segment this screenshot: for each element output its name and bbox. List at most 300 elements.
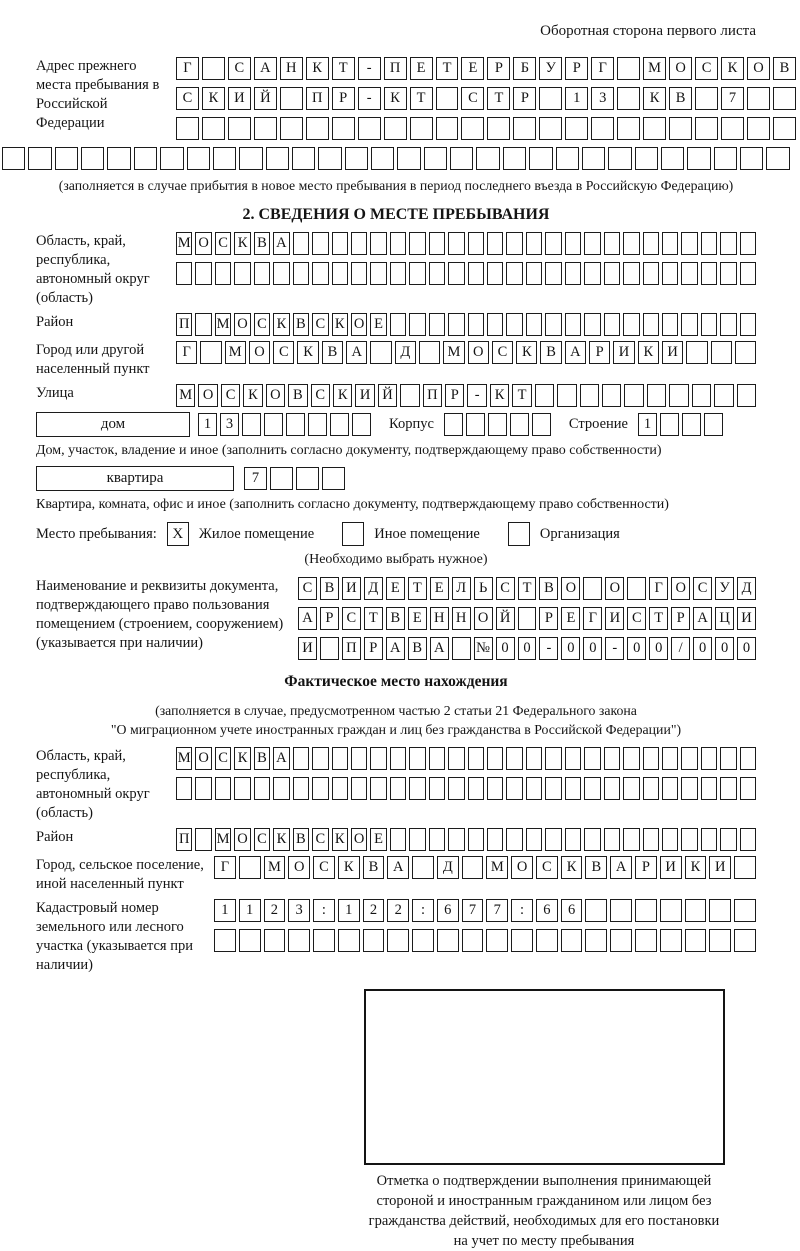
char-cell: И [355,384,374,407]
ulitsa-label: Улица [36,385,74,401]
char-cell [701,232,717,255]
char-cell [720,232,736,255]
char-cell [627,577,646,600]
char-cell: К [333,384,352,407]
stamp-caption-line: гражданства действий, необходимых для его постановки [368,1213,720,1229]
char-cell: : [313,899,335,922]
char-cell: О [195,747,211,770]
char-cell [468,232,484,255]
char-cell [565,117,588,140]
char-cell [332,262,348,285]
char-cell [468,777,484,800]
char-cell [686,341,707,364]
char-cell: С [254,828,270,851]
char-cell [539,87,562,110]
char-cell [332,747,348,770]
char-cell [610,929,632,952]
char-cell: Г [176,341,197,364]
char-cell: А [346,341,367,364]
char-cell: В [293,828,309,851]
char-cell [643,777,659,800]
char-cell [486,929,508,952]
char-cell [270,467,293,490]
char-cell [545,262,561,285]
char-cell: Р [332,87,355,110]
char-cell [747,117,770,140]
stamp-caption-line: на учет по месту пребывания [453,1233,635,1249]
char-cell [444,413,463,436]
char-cell [308,413,327,436]
char-cell: К [332,313,348,336]
char-cell: К [202,87,225,110]
char-cell [306,117,329,140]
char-cell: 0 [693,637,712,660]
char-cell: О [288,856,310,879]
char-cell [526,777,542,800]
char-cell [312,262,328,285]
fact-raion-grid [176,828,756,851]
char-cell: 7 [462,899,484,922]
char-cell: К [273,828,289,851]
char-cell: И [342,577,361,600]
char-cell: Р [487,57,510,80]
char-cell: К [234,232,250,255]
field-ulitsa [36,384,756,407]
char-cell: Д [737,577,756,600]
char-cell: Е [430,577,449,600]
char-cell: П [423,384,442,407]
char-cell [662,777,678,800]
char-cell [635,899,657,922]
char-cell [701,262,717,285]
char-cell [371,147,394,170]
prev-address-note: (заполняется в случае прибытия в новое место пребывания в период последнего въезда в Российскую Федерацию) [58,178,734,193]
char-cell [681,232,697,255]
char-cell: В [386,607,405,630]
char-row [214,929,756,952]
char-cell: - [539,637,558,660]
char-cell [293,262,309,285]
kvartira-note: Квартира, комната, офис и иное (заполнить согласно документу, подтверждающему право собственности) [36,497,669,512]
char-cell: А [387,856,409,879]
char-cell [409,747,425,770]
char-cell [448,747,464,770]
char-cell: Е [370,313,386,336]
field-prev-address [36,57,790,140]
char-cell: П [384,57,407,80]
char-cell: М [215,313,231,336]
char-cell [234,262,250,285]
char-cell [565,777,581,800]
char-cell: И [660,856,682,879]
char-cell: И [709,856,731,879]
char-cell [176,777,192,800]
char-cell [215,777,231,800]
char-cell [424,147,447,170]
char-cell: В [288,384,307,407]
char-cell [617,87,640,110]
char-cell: И [613,341,634,364]
char-cell [545,313,561,336]
char-cell: А [273,232,289,255]
char-cell [409,262,425,285]
char-cell [332,117,355,140]
char-cell: 2 [363,899,385,922]
char-cell [662,828,678,851]
char-cell [623,232,639,255]
char-cell [195,828,211,851]
char-cell [584,262,600,285]
char-cell: О [195,232,211,255]
char-cell [604,777,620,800]
char-cell [506,777,522,800]
kadastr-grid [214,899,756,975]
char-cell [506,747,522,770]
char-cell [557,384,576,407]
char-cell [582,147,605,170]
char-cell [740,262,756,285]
char-cell [254,117,277,140]
char-row [214,899,756,922]
char-row [214,856,756,879]
char-cell [604,232,620,255]
char-cell [714,384,733,407]
char-cell [711,341,732,364]
char-cell: Р [445,384,464,407]
char-cell: О [351,828,367,851]
char-cell [720,828,736,851]
char-cell: О [605,577,624,600]
char-cell [288,929,310,952]
char-cell [410,117,433,140]
char-cell [682,413,701,436]
char-cell: 3 [591,87,614,110]
char-cell: В [408,637,427,660]
char-cell: К [638,341,659,364]
stamp-area [332,989,756,1251]
char-cell: Ь [474,577,493,600]
char-cell [556,147,579,170]
char-cell: В [540,341,561,364]
char-cell [539,117,562,140]
char-cell [448,232,464,255]
char-cell [363,929,385,952]
korpus-label: Корпус [389,416,434,432]
char-cell [239,929,261,952]
char-cell [409,777,425,800]
char-cell: Г [649,577,668,600]
char-cell: Г [176,57,199,80]
char-cell [545,777,561,800]
char-cell [737,384,756,407]
char-cell [390,747,406,770]
fact-raion-label: Район [36,829,74,845]
char-cell: Д [437,856,459,879]
char-cell [370,232,386,255]
char-cell: Р [565,57,588,80]
char-cell: И [228,87,251,110]
char-cell [370,747,386,770]
char-cell [437,929,459,952]
char-cell: Т [518,577,537,600]
char-cell: П [176,313,192,336]
fact-note-line1: (заполняется в случае, предусмотренном частью 2 статьи 21 Федерального закона [155,703,637,718]
ulitsa-grid [176,384,756,407]
char-cell: С [254,313,270,336]
char-cell [735,341,756,364]
char-cell: О [747,57,770,80]
char-cell [264,413,283,436]
char-cell: 0 [649,637,668,660]
char-cell: К [332,828,348,851]
char-cell [390,232,406,255]
char-cell: Р [539,607,558,630]
char-cell [187,147,210,170]
stamp-box [364,989,725,1165]
char-cell: Е [410,57,433,80]
char-cell: О [671,577,690,600]
char-cell: К [561,856,583,879]
char-cell [506,232,522,255]
char-cell: 7 [721,87,744,110]
char-cell: Р [671,607,690,630]
char-cell [452,637,471,660]
char-cell [264,929,286,952]
char-cell [322,467,345,490]
char-cell [526,828,542,851]
char-cell [669,384,688,407]
page-header-note: Оборотная сторона первого листа [540,23,756,39]
char-cell: 0 [715,637,734,660]
char-cell [695,117,718,140]
char-cell [584,747,600,770]
char-cell: А [386,637,405,660]
char-cell: Т [649,607,668,630]
char-cell [215,262,231,285]
char-cell [695,87,718,110]
char-row [298,577,756,600]
char-cell: В [254,747,270,770]
char-cell [239,147,262,170]
char-cell [623,828,639,851]
char-cell [610,899,632,922]
char-cell: Ц [715,607,734,630]
char-cell [429,777,445,800]
checkbox-inoe [342,522,364,546]
char-row-full-width [2,147,790,170]
char-cell [701,828,717,851]
char-cell [370,262,386,285]
char-cell [669,117,692,140]
stroenie-cells [638,413,723,436]
char-cell: С [461,87,484,110]
char-cell [318,147,341,170]
char-cell: К [685,856,707,879]
doc-label: Наименование и реквизиты документа, подтверждающего право пользования помещением (строением, сооружением) (указывается при наличии) [36,578,284,651]
char-cell [487,313,503,336]
char-cell: О [561,577,580,600]
char-cell: 0 [737,637,756,660]
char-cell: 0 [496,637,515,660]
char-cell [266,147,289,170]
section2-title: 2. СВЕДЕНИЯ О МЕСТЕ ПРЕБЫВАНИЯ [242,206,550,223]
char-cell [623,262,639,285]
char-cell [195,777,211,800]
char-cell: П [342,637,361,660]
char-cell [740,828,756,851]
char-cell: С [627,607,646,630]
raion-label: Район [36,314,74,330]
char-cell: Т [364,607,383,630]
char-cell: М [643,57,666,80]
char-cell: № [474,637,493,660]
field-kadastr [36,899,756,975]
field-raion [36,313,756,336]
char-cell: С [313,856,335,879]
char-cell [55,147,78,170]
char-cell: М [443,341,464,364]
fact-oblast-label: Область, край, республика, автономный округ (область) [36,748,150,821]
char-cell: С [342,607,361,630]
char-row [298,607,756,630]
char-cell: Д [364,577,383,600]
char-cell: С [695,57,718,80]
char-cell [608,147,631,170]
char-cell: А [610,856,632,879]
char-cell [280,117,303,140]
char-row [176,117,796,140]
char-cell [409,828,425,851]
char-cell [506,262,522,285]
char-cell [280,87,303,110]
fact-gorod-grid [214,856,756,894]
char-cell [660,413,679,436]
char-cell [643,313,659,336]
char-cell [545,232,561,255]
char-cell: Г [591,57,614,80]
char-cell [545,747,561,770]
kvartira-row [36,466,756,491]
char-cell [387,929,409,952]
char-cell [397,147,420,170]
char-cell: О [249,341,270,364]
char-cell [330,413,349,436]
char-cell: И [737,607,756,630]
char-cell: Р [320,607,339,630]
char-cell: 6 [437,899,459,922]
mesto-row [36,522,756,546]
kvartira-label-box: квартира [36,466,234,491]
char-cell [643,828,659,851]
char-cell: : [412,899,434,922]
char-cell: Р [589,341,610,364]
char-cell [429,262,445,285]
char-cell [320,637,339,660]
char-cell: И [298,637,317,660]
char-cell: О [234,313,250,336]
mesto-option-zhiloe-label: Жилое помещение [198,525,315,542]
char-cell [526,313,542,336]
char-cell: 2 [387,899,409,922]
stamp-caption-line: Отметка о подтверждении выполнения принимающей [376,1173,712,1189]
char-cell: С [176,87,199,110]
mesto-label: Место пребывания: [36,525,157,542]
char-cell [338,929,360,952]
char-cell [545,828,561,851]
kadastr-label: Кадастровый номер земельного или лесного участка (указывается при наличии) [36,900,193,973]
char-cell: Н [430,607,449,630]
char-cell: К [243,384,262,407]
char-cell: О [669,57,692,80]
char-cell: 1 [338,899,360,922]
char-cell: У [715,577,734,600]
char-cell: Г [214,856,236,879]
gorod-grid [176,341,756,379]
char-cell [529,147,552,170]
char-cell: 6 [536,899,558,922]
char-cell [195,262,211,285]
mesto-option-organizatsiya-label: Организация [539,525,620,542]
char-cell [747,87,770,110]
doc-grid [298,577,756,660]
char-cell [352,413,371,436]
char-cell: К [234,747,250,770]
char-cell [81,147,104,170]
char-cell [506,313,522,336]
char-cell [448,777,464,800]
char-cell [254,777,270,800]
char-cell [487,232,503,255]
char-cell [604,828,620,851]
char-cell [565,232,581,255]
char-cell [681,747,697,770]
char-cell [358,117,381,140]
char-cell [409,232,425,255]
char-cell [773,87,796,110]
char-cell [660,929,682,952]
char-cell: А [430,637,449,660]
char-cell [202,117,225,140]
char-cell [681,262,697,285]
char-cell: О [468,341,489,364]
char-cell: С [221,384,240,407]
char-cell: И [662,341,683,364]
char-cell [312,232,328,255]
char-cell [602,384,621,407]
char-cell [436,87,459,110]
char-cell: 0 [583,637,602,660]
dom-cells [198,413,371,436]
char-row [176,341,756,364]
char-cell [518,607,537,630]
char-cell: С [492,341,513,364]
char-cell [351,777,367,800]
char-row [176,87,796,110]
char-row [176,262,756,285]
char-cell: К [297,341,318,364]
char-cell [685,899,707,922]
char-cell [565,828,581,851]
char-cell: О [511,856,533,879]
char-cell [466,413,485,436]
char-cell [701,313,717,336]
char-cell [740,232,756,255]
char-cell [591,117,614,140]
char-cell [506,828,522,851]
char-cell: 3 [220,413,239,436]
char-cell: М [176,232,192,255]
char-cell: О [198,384,217,407]
